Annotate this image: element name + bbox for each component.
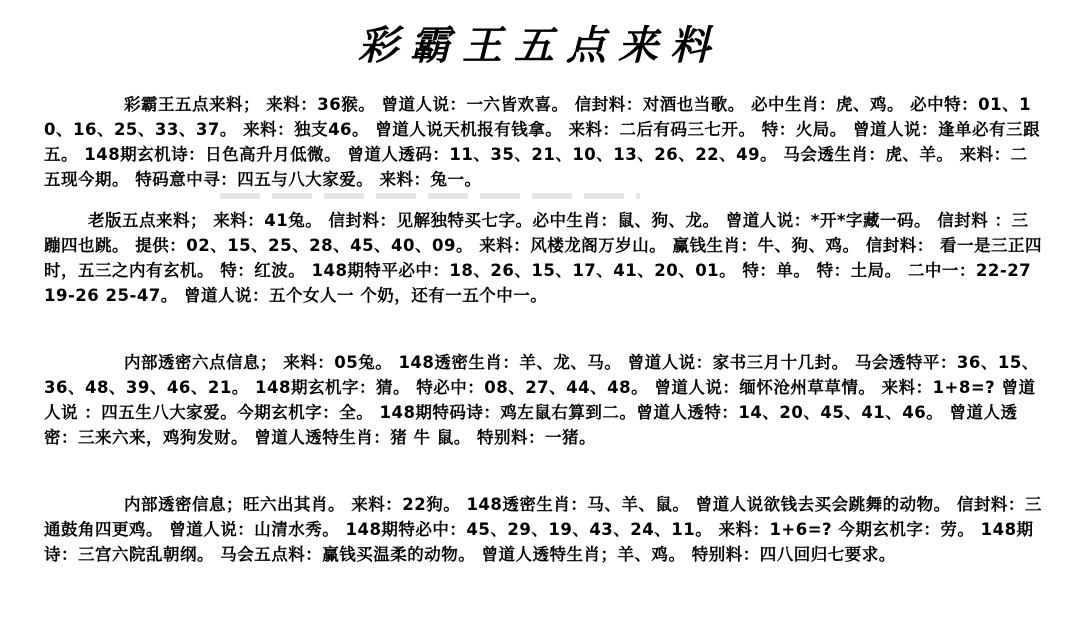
scan-artifact-line <box>220 193 640 199</box>
page-title: 彩霸王五点来料 <box>358 22 722 69</box>
paragraph-neibu-liudian: 内部透密六点信息； 来料：05兔。 148透密生肖：羊、龙、马。 曾道人说：家书三月十几封。 马会透特平：36、15、36、48、39、46、21。 148期玄机字：猜。 特必中：08、27、44、48。 曾道人说：缅怀沧州草草情。 来料：1+8=? 曾道人说 ：四五生八大家爱。今期玄机字：全。 148期特码诗：鸡左鼠右算到二。曾道人透特：14、20、45、41、46。 曾道人透密：三来六来，鸡狗发财。 曾道人透特生肖：猪 牛 鼠。 特别料：一猪。 <box>44 353 1039 447</box>
paragraph-neibu-xinxi: 内部透密信息；旺六出其肖。 来料：22狗。 148透密生肖：马、羊、鼠。 曾道人说欲钱去买会跳舞的动物。 信封料：三通鼓角四更鸡。 曾道人说：山清水秀。 148期特必中：45、29、19、43、24、11。 来料：1+6=? 今期玄机字：劳。 148期诗：三宫六院乱朝纲。 马会五点料：赢钱买温柔的动物。 曾道人透特生肖；羊、鸡。 特别料：四八回归七要求。 <box>44 495 1042 564</box>
paragraph-caibawang: 彩霸王五点来料； 来料：36猴。 曾道人说：一六皆欢喜。 信封料：对酒也当歌。 必中生肖：虎、鸡。 必中特：01、10、16、25、33、37。 来料：独支46。 曾道人说天机报有钱拿。 来料：二后有码三七开。 特：火局。 曾道人说：逢单必有三跟五。 148期玄机诗：日色高升月低微。 曾道人透码：11、35、21、10、13、26、22、49。 马会透生肖：虎、羊。 来料：二五现今期。 特码意中寻：四五与八大家爱。 来料：兔一。 <box>44 95 1041 189</box>
paragraph-laoban: 老版五点来料； 来料：41兔。 信封料：见解独特买七字。必中生肖：鼠、狗、龙。 曾道人说：*开*字藏一码。 信封料 ：三蹦四也跳。 提供：02、15、25、28、45、40、09。 来料：风楼龙阁万岁山。 赢钱生肖：牛、狗、鸡。 信封料： 看一是三正四时，五三之内有玄机。 特：红波。 148期特平必中：18、26、15、17、41、20、01。 特：单。 特：土局。 二中一：22-27 19-26 25-47。 曾道人说：五个女人一 个奶，还有一五个中一。 <box>44 211 1042 305</box>
